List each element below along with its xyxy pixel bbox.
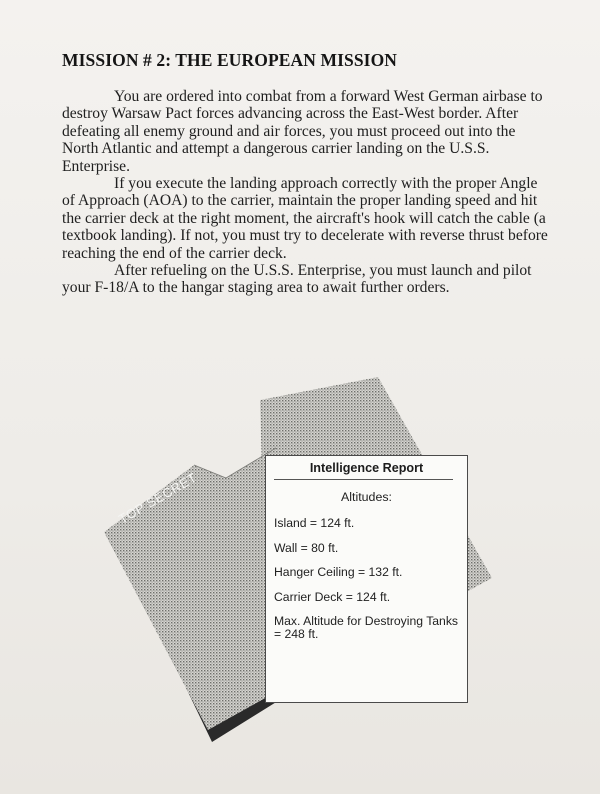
briefing-paragraph-2: If you execute the landing approach correctly with the proper Angle of Approach (AOA) to the carrier, maintain the proper landing speed and hit the carrier deck at the right moment, the aircraft's hook will catch the cable (a textbook landing). If not, you must try to decelerate with reverse thrust before reaching the end of the carrier deck. bbox=[62, 175, 548, 262]
top-secret-stamp: TOP SECRET bbox=[116, 469, 200, 527]
mission-heading: MISSION # 2: THE EUROPEAN MISSION bbox=[62, 50, 398, 70]
briefing-paragraph-1: You are ordered into combat from a forward West German airbase to destroy Warsaw Pact forces advancing across the East-West border. After defeating all enemy ground and air forces, you must proceed out into the North Atlantic and attempt a dangerous carrier landing on the U.S.S. Enterprise. bbox=[62, 88, 543, 175]
altitude-item-wall: Wall = 80 ft. bbox=[274, 540, 339, 555]
report-divider bbox=[274, 479, 453, 480]
mission-briefing bbox=[62, 88, 550, 297]
briefing-paragraph-3: After refueling on the U.S.S. Enterprise, you must launch and pilot your F-18/A to the hangar staging area to await further orders. bbox=[62, 262, 532, 297]
report-subtitle: Altitudes: bbox=[341, 490, 392, 504]
altitude-list bbox=[274, 517, 464, 653]
altitude-item-hangar-ceiling: Hanger Ceiling = 132 ft. bbox=[274, 565, 403, 580]
intelligence-report-card bbox=[265, 455, 468, 703]
altitude-item-carrier-deck: Carrier Deck = 124 ft. bbox=[274, 589, 391, 604]
altitude-item-island: Island = 124 ft. bbox=[274, 516, 355, 530]
report-title: Intelligence Report bbox=[309, 461, 424, 475]
altitude-item-max-altitude: Max. Altitude for Destroying Tanks = 248 ft. bbox=[274, 614, 459, 641]
